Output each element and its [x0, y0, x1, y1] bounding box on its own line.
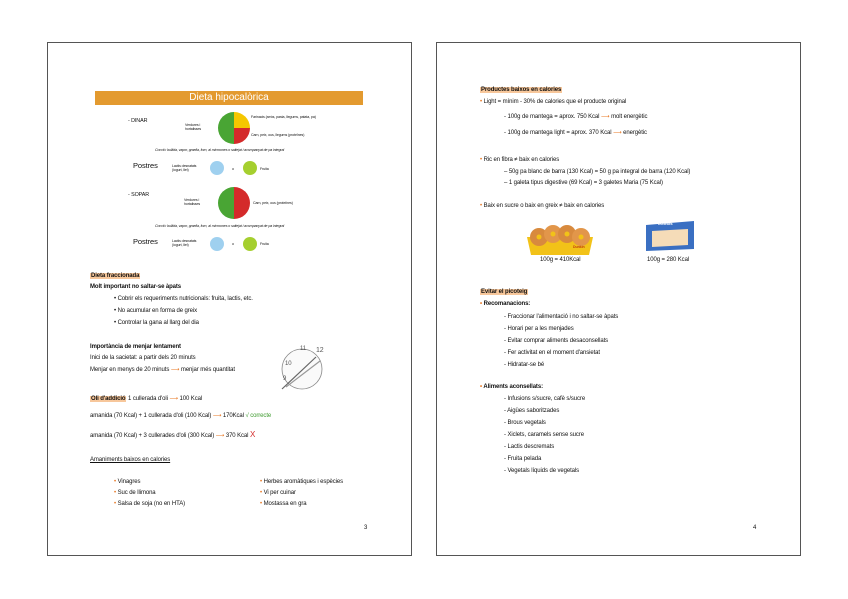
postres2-left-label: Lactis desnatats (iogurt, llet) — [172, 239, 197, 247]
oli-heading: Oli d'addició 1 cullerada d'oli ⟶ 100 Kcal — [91, 396, 203, 402]
dinar-pie-yellow — [234, 112, 250, 128]
postres1-or: o — [232, 167, 234, 171]
product2-brand: Donettes — [658, 222, 673, 226]
aliment-item-6: - Fruita pelada — [504, 456, 542, 462]
sopar-label: - SOPAR — [128, 192, 150, 198]
fruita-circle-2 — [243, 237, 257, 251]
page-3 — [47, 42, 412, 556]
amaniment-col1-1: • Vinagres — [114, 479, 141, 485]
fraccionada-bullet-2: • No acumular en forma de greix — [114, 308, 198, 314]
sopar-left-label: Verdures i hortalisses — [184, 198, 201, 206]
donut-box-image — [525, 219, 595, 257]
page-number: 4 — [753, 525, 757, 531]
aliment-item-1: - Infusions s/sucre, cafè s/sucre — [504, 396, 586, 402]
clock-number-11: 11 — [300, 346, 307, 352]
light-sub-1: - 100g de mantega = aprox. 750 Kcal ⟶ molt energètic — [504, 114, 648, 120]
menjar-line-1: Inici de la sacietat: a partir dels 20 minuts — [90, 355, 196, 361]
dinar-left-label: Verdures i hortalisses — [185, 123, 202, 131]
page-4 — [436, 42, 801, 556]
rec-item-1: - Fraccionar l'alimentació i no saltar-se àpats — [504, 314, 619, 320]
bag-window — [652, 229, 688, 247]
recs-heading: • Recomanacions: — [480, 301, 531, 307]
sopar-caption: Cocció: bullida, vapor, graella, forn, al microones o saltejat i acompanyat de pa integral — [155, 224, 285, 228]
dinar-pie-red — [234, 128, 250, 144]
dinar-right-bottom-label: Carn, peix, ous, llegums (proteïnes) — [251, 133, 305, 137]
clock-number-9: 9 — [283, 376, 287, 382]
product2-caption: 100g = 280 Kcal — [647, 257, 690, 263]
menjar-heading: Importància de menjar lentament — [90, 344, 181, 350]
aliment-item-7: - Vegetals líquids de vegetals — [504, 468, 580, 474]
page-title: Dieta hipocalòrica — [95, 91, 363, 105]
amaniment-col1-2: • Suc de llimona — [114, 490, 156, 496]
amaniments-heading: Amaniments baixos en calories — [90, 457, 171, 463]
aliment-item-3: - Brous vegetals — [504, 420, 546, 426]
amaniment-col2-1: • Herbes aromàtiques i espècies — [260, 479, 344, 485]
fraccionada-heading: Dieta fraccionada — [91, 273, 140, 279]
dinar-pie-chart — [218, 112, 250, 144]
aliment-item-4: - Xiclets, caramels sense sucre — [504, 432, 584, 438]
productes-heading: Productes baixos en calories — [481, 87, 562, 93]
fruita-circle — [243, 161, 257, 175]
postres2-or: o — [232, 242, 234, 246]
product1-caption: 100g = 410Kcal — [540, 257, 581, 263]
sopar-pie-red — [234, 187, 250, 219]
product1-brand: Dunkin — [573, 245, 585, 249]
amaniment-col2-2: • Vi per cuinar — [260, 490, 296, 496]
lactis-circle — [210, 161, 224, 175]
rec-item-4: - Fer activitat en el moment d'ansietat — [504, 350, 600, 356]
clock-number-12: 12 — [316, 347, 324, 354]
postres-label-2: Postres — [133, 237, 158, 246]
rec-item-2: - Horari per a les menjades — [504, 326, 574, 332]
light-line: • Light = mínim - 30% de calories que el producte original — [480, 99, 627, 105]
arrow-icon: ⟶ — [170, 367, 180, 373]
picoteig-heading: Evitar el picoteig — [481, 289, 528, 295]
sopar-pie-chart — [218, 187, 250, 219]
dinar-right-top-label: Farinacis (arròs, pasta, llegums, patata, pa) — [251, 115, 316, 119]
amaniment-col1-3: • Salsa de soja (no en HTA) — [114, 501, 186, 507]
postres1-left-label: Lactis desnatats (iogurt, llet) — [172, 164, 197, 172]
aliments-heading: • Aliments aconsellats: — [480, 384, 543, 390]
oli-line-2: amanida (70 Kcal) + 3 cullerades d'oli (300 Kcal) ⟶ 370 Kcal X — [90, 430, 256, 439]
aliment-item-2: - Aigües saboritzades — [504, 408, 560, 414]
dinar-label: - DINAR — [128, 118, 148, 124]
clock-number-10: 10 — [285, 361, 292, 367]
sopar-right-label: Carn, peix, ous (proteïnes) — [253, 201, 293, 205]
dinar-pie-green — [218, 112, 234, 144]
rec-item-3: - Evitar comprar aliments desaconsellats — [504, 338, 609, 344]
sopar-pie-green — [218, 187, 234, 219]
postres2-right-label: Fruita — [260, 242, 269, 246]
postres1-right-label: Fruita — [260, 167, 269, 171]
sucre-line: • Baix en sucre o baix en greix ≠ baix en calories — [480, 203, 605, 209]
fibra-line: • Ric en fibra ≠ baix en calories — [480, 157, 560, 163]
fraccionada-subheading: Molt important no saltar-se àpats — [90, 284, 182, 290]
rec-item-5: - Hidratar-se bé — [504, 362, 545, 368]
fraccionada-bullet-1: • Cobrir els requeriments nutricionals: fruita, lactis, etc. — [114, 296, 253, 302]
fibra-sub-1: – 50g pa blanc de barra (130 Kcal) = 50 g pa integral de barra (120 Kcal) — [504, 169, 691, 175]
aliment-item-5: - Lactis descremats — [504, 444, 555, 450]
oli-line-1: amanida (70 Kcal) + 1 cullerada d'oli (100 Kcal) ⟶ 170Kcal √ correcte — [90, 413, 272, 419]
page-number: 3 — [364, 525, 368, 531]
fraccionada-bullet-3: • Controlar la gana al llarg del dia — [114, 320, 199, 326]
dinar-caption: Cocció: bullida, vapor, graella, forn, al microones o saltejat i acompanyat de pa integral — [155, 148, 285, 152]
check-icon: √ correcte — [245, 413, 272, 419]
menjar-line-2: Menjar en menys de 20 minuts ⟶ menjar més quantitat — [90, 367, 235, 373]
light-sub-2: - 100g de mantega light = aprox. 370 Kcal ⟶ energètic — [504, 130, 647, 136]
amaniment-col2-3: • Mostassa en gra — [260, 501, 307, 507]
fibra-sub-2: – 1 galeta tipus digestive (69 Kcal) = 3 galetes Maria (75 Kcal) — [504, 180, 663, 186]
postres-label-1: Postres — [133, 161, 158, 170]
cross-icon: X — [249, 430, 256, 439]
lactis-circle-2 — [210, 237, 224, 251]
